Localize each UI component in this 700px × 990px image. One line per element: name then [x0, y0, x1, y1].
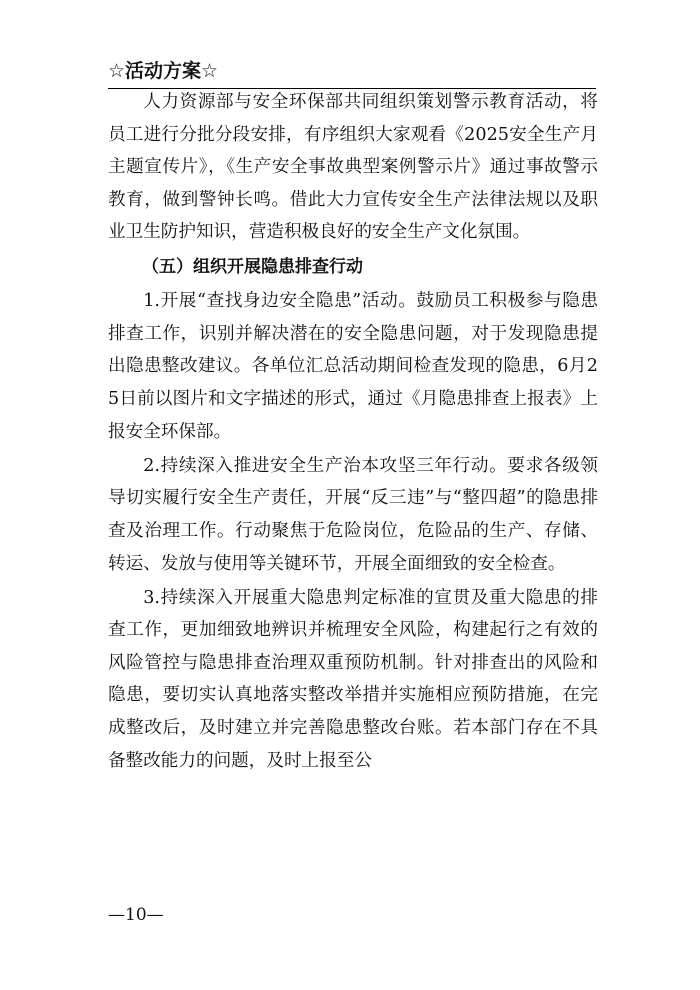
- section-heading-block: [108, 58, 596, 89]
- page-number: —10—: [108, 905, 164, 925]
- intro-paragraph: 人力资源部与安全环保部共同组织策划警示教育活动，将员工进行分批分段安排，有序组织大家观看《2025安全生产月主题宣传片》，《生产安全事故典型案例警示片》通过事故警示教育，做到警钟长鸣。借此大力宣传安全生产法律法规以及职业卫生防护知识，营造积极良好的安全生产文化氛围。: [108, 92, 598, 243]
- list-item-2: 2.持续深入推进安全生产治本攻坚三年行动。要求各级领导切实履行安全生产责任，开展“反三违”与“整四超”的隐患排查及治理工作。行动聚焦于危险岗位，危险品的生产、存储、转运、发放与使用等关键环节，开展全面细致的安全检查。: [108, 455, 598, 574]
- list-item-3: 3.持续深入开展重大隐患判定标准的宣贯及重大隐患的排查工作，更加细致地辨识并梳理安全风险，构建起行之有效的风险管控与隐患排查治理双重预防机制。针对排查出的风险和隐患，要切实认真地落实整改举措并实施相应预防措施，在完成整改后，及时建立并完善隐患整改台账。若本部门存在不具备整改能力的问题，及时上报至公: [108, 587, 598, 771]
- section-heading: ☆活动方案☆: [108, 60, 219, 82]
- list-item-1: 1.开展“查找身边安全隐患”活动。鼓励员工积极参与隐患排查工作，识别并解决潜在的安全隐患问题，对于发现隐患提出隐患整改建议。各单位汇总活动期间检查发现的隐患，6月25日前以图片和文字描述的形式，通过《月隐患排查上报表》上报安全环保部。: [108, 291, 598, 442]
- document-body: [108, 86, 598, 779]
- subheading-hazard-inspection: （五）组织开展隐患排查行动: [142, 256, 363, 277]
